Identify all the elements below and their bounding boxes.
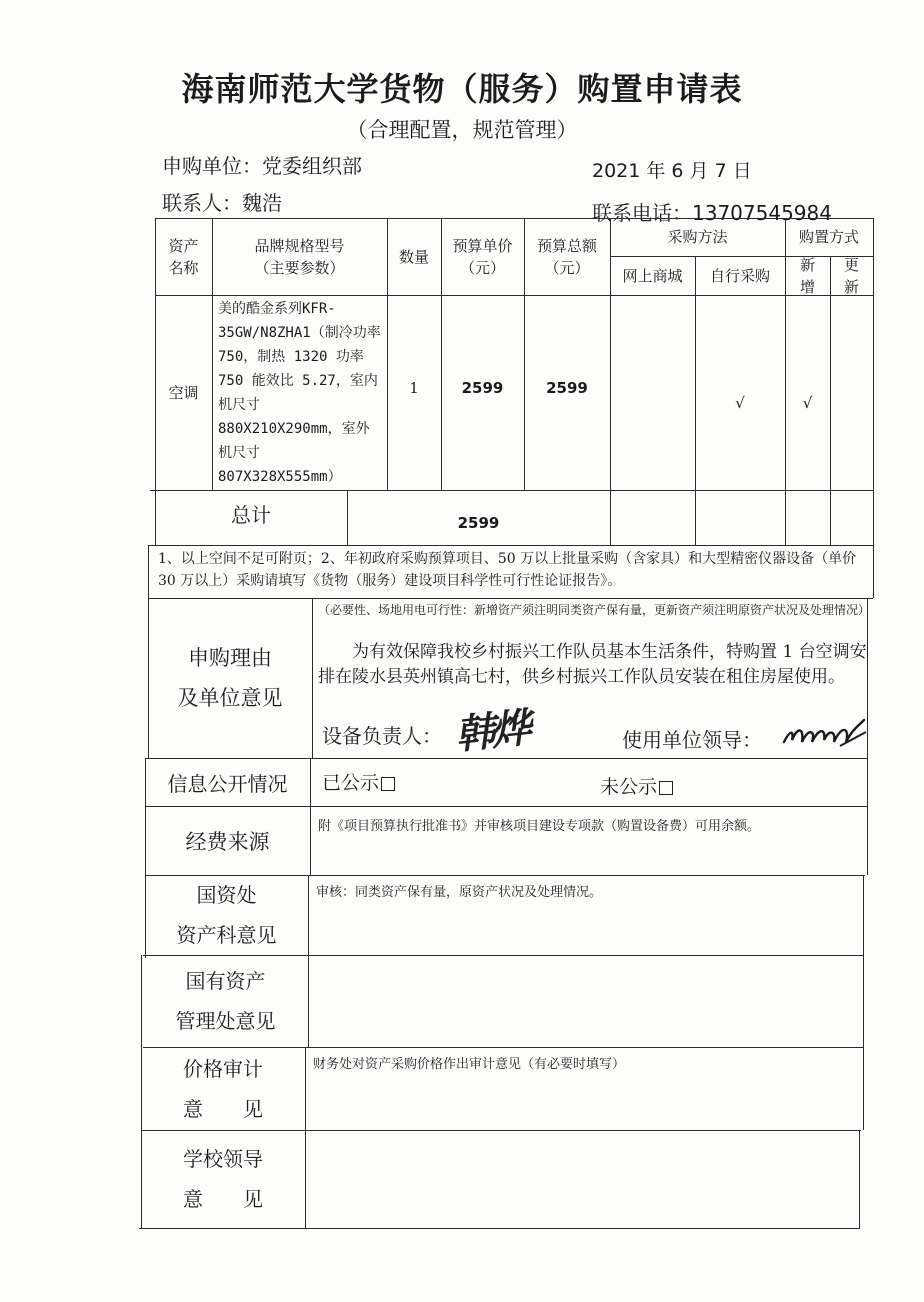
purchasing-unit-label: 申购单位： bbox=[162, 154, 262, 178]
item-spec: 美的酷金系列KFR-35GW/N8ZHA1（制冷功率 750，制热 1320 功率 750 能效比 5.27，室内机尺寸 880X210X290mm，室外机尺寸 807X328X555mm） bbox=[218, 301, 381, 485]
header-brand-spec bbox=[212, 218, 387, 295]
price-audit-text: 财务处对资产采购价格作出审计意见（有必要时填写） bbox=[313, 1057, 626, 1072]
reason-label bbox=[148, 598, 312, 758]
item-self-purchase-check: √ bbox=[735, 393, 745, 412]
state-asset-label-line1: 国有资产 bbox=[185, 969, 266, 993]
header-quantity: 数量 bbox=[398, 247, 429, 266]
header-total-price bbox=[524, 218, 610, 295]
application-date: 2021 年 6 月 7 日 bbox=[592, 160, 752, 182]
asset-office-label-line1: 国资处 bbox=[196, 883, 257, 907]
header-online-mall: 网上商城 bbox=[622, 266, 683, 285]
header-brand-spec-sub: （主要参数） bbox=[254, 258, 345, 277]
price-audit-label-line2: 意 见 bbox=[183, 1096, 263, 1121]
contact-value: 魏浩 bbox=[242, 191, 282, 215]
contact-person bbox=[162, 187, 282, 216]
funding-text: 附《项目预算执行批准书》并审核项目建设专项款（购置设备费）可用余额。 bbox=[318, 819, 761, 834]
item-asset-name: 空调 bbox=[168, 383, 199, 402]
page-subtitle: （合理配置，规范管理） bbox=[346, 118, 578, 142]
funding-label: 经费来源 bbox=[185, 829, 270, 854]
header-purchase-method: 采购方法 bbox=[667, 228, 728, 246]
form-note: 1、以上空间不足可附页；2、年初政府采购预算项目、50 万以上批量采购（含家具）和大型精密仪器设备（单价 30 万以上）采购请填写《货物（服务）建设项目科学性可行性论证报告》。 bbox=[158, 551, 857, 589]
item-unit-price: 2599 bbox=[461, 378, 504, 397]
state-asset-label bbox=[143, 955, 308, 1047]
disclosure-not-published bbox=[600, 772, 673, 799]
school-leader-label-line2: 意 见 bbox=[183, 1187, 263, 1211]
header-replace-text: 更新 bbox=[843, 255, 859, 296]
item-total-price: 2599 bbox=[546, 378, 588, 397]
asset-office-label bbox=[145, 875, 308, 955]
header-self-purchase: 自行采购 bbox=[709, 266, 770, 285]
header-new-text: 新增 bbox=[799, 255, 815, 296]
total-label: 总计 bbox=[231, 503, 271, 527]
reason-label-line1: 申购理由 bbox=[188, 646, 272, 670]
contact-label: 联系人： bbox=[162, 191, 242, 215]
state-asset-label-line2: 管理处意见 bbox=[175, 1009, 276, 1033]
header-new bbox=[785, 256, 830, 295]
asset-office-text: 审核：同类资产保有量，原资产状况及处理情况。 bbox=[316, 885, 603, 900]
header-brand-spec-text: 品牌规格型号 bbox=[254, 236, 345, 255]
reason-text: 为有效保障我校乡村振兴工作队员基本生活条件，特购置 1 台空调安排在陵水县英州镇高七村，供乡村振兴工作队员安装在租住房屋使用。 bbox=[318, 642, 867, 687]
disclosure-published bbox=[322, 768, 395, 795]
equipment-manager-label: 设备负责人： bbox=[322, 724, 442, 748]
published-checkbox[interactable] bbox=[381, 777, 395, 791]
disclosure-published-text: 已公示 bbox=[322, 772, 380, 794]
reason-hint: （必要性、场地用电可行性：新增资产须注明同类资产保有量，更新资产须注明原资产状况及处理情况） bbox=[318, 603, 871, 617]
header-asset-name bbox=[155, 218, 212, 295]
purchasing-unit bbox=[162, 150, 362, 179]
header-replace bbox=[830, 256, 873, 295]
unit-leader-signature-icon bbox=[780, 716, 872, 754]
purchasing-unit-value: 党委组织部 bbox=[262, 154, 362, 178]
asset-office-label-line2: 资产科意见 bbox=[176, 923, 277, 947]
price-audit-label bbox=[141, 1047, 305, 1130]
equipment-manager-signature: 韩烨 bbox=[453, 704, 530, 759]
total-value: 2599 bbox=[457, 513, 500, 532]
not-published-checkbox[interactable] bbox=[659, 781, 673, 795]
disclosure-not-published-text: 未公示 bbox=[600, 776, 658, 798]
school-leader-label-line1: 学校领导 bbox=[183, 1147, 263, 1171]
unit-leader-label: 使用单位领导： bbox=[622, 728, 762, 752]
price-audit-label-line1: 价格审计 bbox=[183, 1056, 263, 1081]
item-new-check: √ bbox=[802, 393, 813, 412]
header-unit-price-unit: （元） bbox=[459, 258, 505, 277]
phone-value: 13707545984 bbox=[692, 201, 832, 225]
item-quantity: 1 bbox=[409, 378, 419, 397]
header-unit-price-text: 预算单价 bbox=[452, 236, 513, 255]
reason-label-line2: 及单位意见 bbox=[177, 686, 283, 710]
header-unit-price bbox=[441, 218, 524, 295]
page-title: 海南师范大学货物（服务）购置申请表 bbox=[181, 70, 743, 108]
header-purchase-type: 购置方式 bbox=[798, 228, 859, 246]
header-total-price-text: 预算总额 bbox=[536, 236, 597, 255]
disclosure-label: 信息公开情况 bbox=[167, 771, 288, 796]
phone-label: 联系电话： bbox=[592, 201, 692, 225]
school-leader-label bbox=[141, 1130, 305, 1228]
header-total-price-unit: （元） bbox=[544, 258, 590, 277]
header-asset-name-text: 资产名称 bbox=[168, 236, 199, 277]
